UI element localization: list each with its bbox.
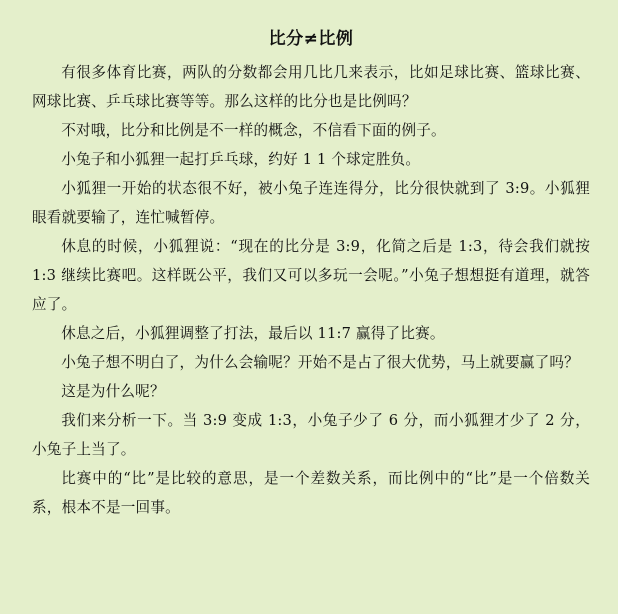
paragraph-10: 比赛中的“比”是比较的意思，是一个差数关系，而比例中的“比”是一个倍数关系，根本不是一回事。 bbox=[32, 470, 590, 516]
paragraph-2: 不对哦，比分和比例是不一样的概念，不信看下面的例子。 bbox=[61, 122, 446, 139]
paragraph-4: 小狐狸一开始的状态很不好，被小兔子连连得分，比分很快就到了 3:9。小狐狸眼看就要输了，连忙喊暂停。 bbox=[32, 180, 590, 226]
paragraph-5: 休息的时候，小狐狸说：“现在的比分是 3:9，化简之后是 1:3，待会我们就按 1:3 继续比赛吧。这样既公平，我们又可以多玩一会呢。”小兔子想想挺有道理，就答应了。 bbox=[32, 238, 590, 313]
paragraph-8: 这是为什么呢？ bbox=[61, 383, 165, 400]
paragraph-3: 小兔子和小狐狸一起打乒乓球，约好 1 1 个球定胜负。 bbox=[61, 151, 421, 168]
paragraph-6: 休息之后，小狐狸调整了打法，最后以 11:7 赢得了比赛。 bbox=[61, 325, 445, 342]
paragraph-1: 有很多体育比赛，两队的分数都会用几比几来表示，比如足球比赛、篮球比赛、网球比赛、乒乓球比赛等等。那么这样的比分也是比例吗？ bbox=[32, 64, 590, 110]
article-title: 比分≠比例 bbox=[268, 29, 354, 49]
paragraph-9: 我们来分析一下。当 3:9 变成 1:3，小兔子少了 6 分，而小狐狸才少了 2 分，小兔子上当了。 bbox=[32, 412, 590, 458]
paragraph-7: 小兔子想不明白了，为什么会输呢？开始不是占了很大优势，马上就要赢了吗？ bbox=[61, 354, 579, 371]
